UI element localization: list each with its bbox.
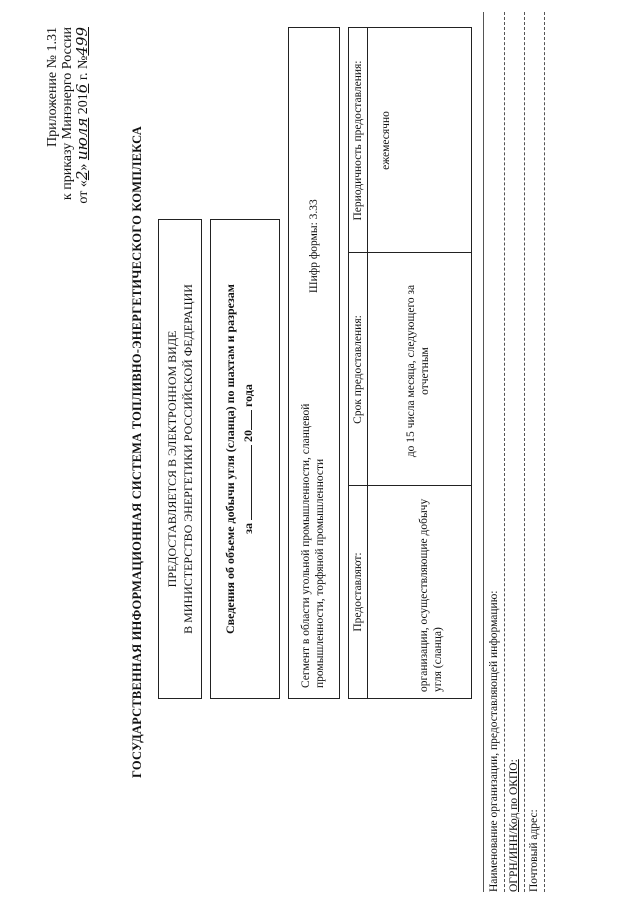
submission-line-2: В МИНИСТЕРСТВО ЭНЕРГЕТИКИ РОССИЙСКОЙ ФЕДЕРАЦИИ bbox=[181, 284, 195, 634]
period-suffix: года bbox=[241, 384, 255, 408]
report-title: Сведения об объеме добычи угля (сланца) по шахтам и разрезам bbox=[223, 284, 237, 634]
rotated-form-sheet bbox=[45, 12, 585, 892]
appendix-line-2: к приказу Минэнерго России bbox=[60, 27, 75, 201]
system-title: ГОСУДАРСТВЕННАЯ ИНФОРМАЦИОННАЯ СИСТЕМА ТОПЛИВНО-ЭНЕРГЕТИЧЕСКОГО КОМПЛЕКСА bbox=[130, 126, 144, 778]
org-code-label: ОГРН/ИНН/Код по ОКПО: bbox=[508, 759, 520, 892]
org-address-label: Почтовый адрес: bbox=[528, 809, 540, 892]
segment-text: Сегмент в области угольной промышленности, сланцевой промышленности, торфяной промышленности bbox=[300, 403, 326, 688]
appendix-line-1: Приложение № 1.31 bbox=[45, 27, 60, 147]
info-table-divider-2 bbox=[349, 252, 471, 253]
cell-provider: организации, осуществляющие добычу угля (сланца) bbox=[418, 498, 444, 692]
header-provider: Предоставляют: bbox=[352, 552, 364, 632]
org-code-field[interactable] bbox=[524, 12, 525, 892]
cell-frequency: ежемесячно bbox=[380, 111, 392, 170]
handwritten-order-number: 499 bbox=[73, 27, 91, 56]
org-fields-top-rule bbox=[483, 12, 484, 892]
segment-row bbox=[288, 27, 340, 699]
info-table-divider-1 bbox=[349, 485, 471, 486]
header-frequency: Периодичность предоставления: bbox=[352, 60, 364, 221]
info-table-header-divider bbox=[367, 28, 368, 698]
handwritten-month: июля bbox=[73, 117, 91, 161]
appendix-block bbox=[45, 27, 91, 252]
period-century: 20 bbox=[241, 430, 255, 443]
handwritten-year-digit: 6 bbox=[73, 83, 91, 94]
submission-line-1: ПРЕДОСТАВЛЯЕТСЯ В ЭЛЕКТРОННОМ ВИДЕ bbox=[165, 330, 179, 588]
header-deadline: Срок предоставления: bbox=[352, 315, 364, 424]
period-blank-2 bbox=[240, 410, 252, 430]
cell-deadline: до 15 числа месяца, следующего за отчетным bbox=[405, 284, 431, 458]
date-prefix: от « bbox=[76, 180, 91, 204]
submission-box bbox=[158, 219, 202, 699]
handwritten-day: 2 bbox=[73, 170, 91, 181]
number-prefix: г. № bbox=[76, 55, 91, 84]
appendix-line-3 bbox=[75, 27, 91, 252]
period-blank-1 bbox=[240, 445, 252, 520]
date-mid: » bbox=[76, 160, 91, 171]
report-period bbox=[239, 220, 257, 698]
period-prefix: за bbox=[241, 523, 255, 534]
report-title-box bbox=[210, 219, 280, 699]
info-table bbox=[348, 27, 472, 699]
form-code: Шифр формы: 3.33 bbox=[308, 199, 320, 293]
org-name-field[interactable] bbox=[504, 12, 505, 892]
org-name-label: Наименование организации, предоставляющей информацию: bbox=[488, 590, 500, 892]
org-address-field[interactable] bbox=[544, 12, 545, 892]
year-prefix: 201 bbox=[76, 93, 91, 118]
